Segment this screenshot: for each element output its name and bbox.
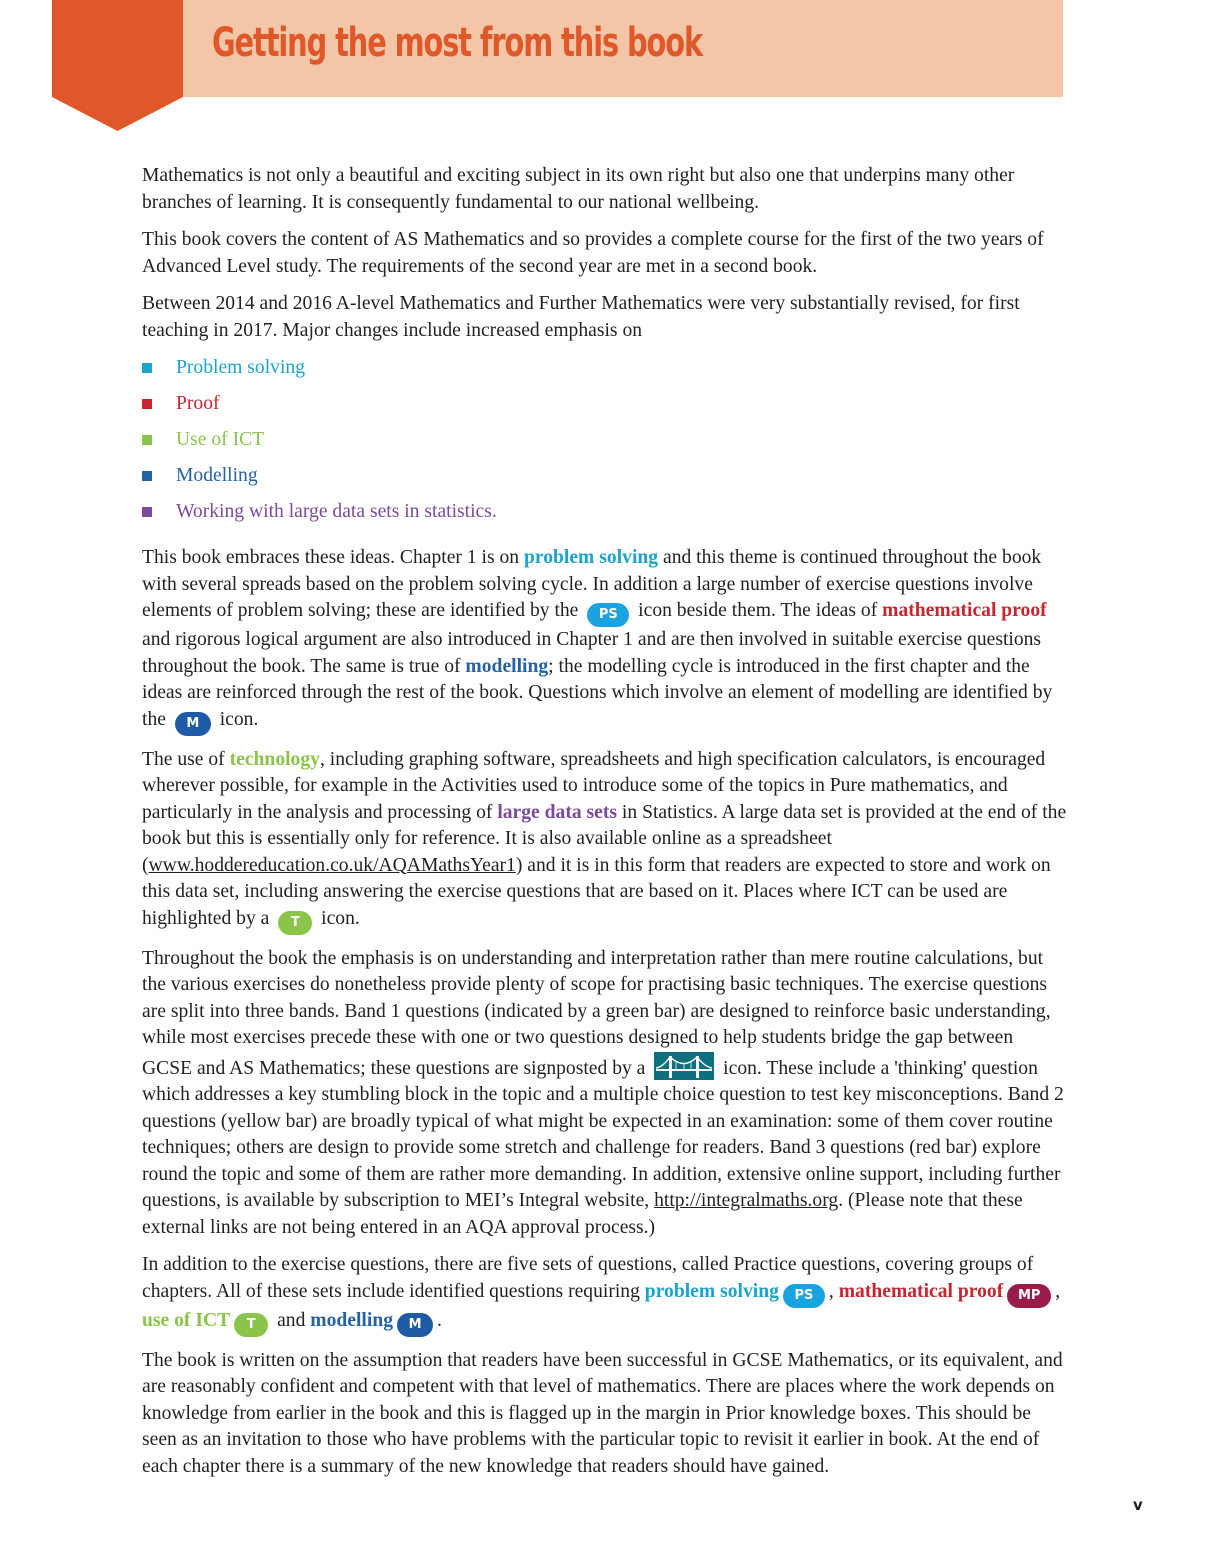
text-run: icon beside them. The ideas of <box>633 600 883 621</box>
list-item-label: Proof <box>176 393 220 414</box>
keyword-modelling: modelling <box>465 655 549 677</box>
paragraph-exercises <box>142 946 1068 1242</box>
paragraph-ideas <box>142 545 1068 736</box>
keyword-large-data-sets: large data sets <box>497 801 618 823</box>
mathematical-proof-icon: MP <box>1007 1284 1051 1308</box>
list-item <box>142 463 1068 499</box>
themes-list <box>142 355 1068 535</box>
body-content <box>142 163 1068 1491</box>
list-item <box>142 499 1068 535</box>
text-run: In addition to the exercise questions, there are five sets of questions, called Practice questions, covering groups of chapters. All of these sets include identified questions requiring <box>142 1254 1034 1302</box>
text-run: and rigorous logical argument are also introduced in Chapter 1 and are then involved in suitable exercise questions throughout the book. The same is true of <box>142 629 1042 677</box>
bridge-icon <box>654 1052 714 1080</box>
text-run: ; the modelling cycle is introduced in the first chapter and the ideas are reinforced through the rest of the book. Questions which involve an element of modelling are identified by the <box>142 655 1053 730</box>
bullet-square-icon <box>142 399 152 409</box>
modelling-icon: M <box>175 712 211 736</box>
list-item-label: Problem solving <box>176 357 305 378</box>
text-run: and this theme is continued throughout the book with several spreads based on the problem solving cycle. In addition a large number of exercise questions involve elements of problem solving; these are identified by the <box>142 547 1042 621</box>
bullet-square-icon <box>142 471 152 481</box>
text-run: , <box>1055 1280 1061 1302</box>
page-number: v <box>1133 1496 1143 1514</box>
list-item <box>142 355 1068 391</box>
paragraph-technology <box>142 747 1068 935</box>
text-run: and <box>272 1309 311 1331</box>
integral-maths-link[interactable]: http://integralmaths.org <box>654 1190 839 1211</box>
paragraph-practice <box>142 1252 1068 1337</box>
keyword-technology: technology <box>229 748 320 770</box>
text-run: icon. These include a 'thinking' question which addresses a key stumbling block in the topic and a multiple choice question to test key misconceptions. Band 2 questions (yellow bar) are broadly typical of what might be expected in an examination: some of them cover routine techniques; others are design to provide some stretch and challenge for readers. Band 3 questions (red bar) explore round the topic and some of them are rather more demanding. In addition, extensive online support, including further questions, is available by subscription to MEI’s Integral website, <box>142 1057 1064 1211</box>
list-item <box>142 391 1068 427</box>
bullet-square-icon <box>142 363 152 373</box>
paragraph-changes: Between 2014 and 2016 A-level Mathematics and Further Mathematics were very substantially revised, for first teaching in 2017. Major changes include increased emphasis on <box>142 293 1020 341</box>
text-run: , including graphing software, spreadsheets and high specification calculators, is encouraged wherever possible, for example in the Activities used to introduce some of the topics in Pure mathematics, and particularly in the analysis and processing of <box>142 748 1046 823</box>
header-tab <box>52 0 183 131</box>
bullet-square-icon <box>142 507 152 517</box>
text-run: icon. <box>316 907 360 929</box>
text-run: . (Please note that these external links are not being entered in an AQA approval process.) <box>142 1190 1023 1238</box>
modelling-icon: M <box>397 1313 433 1337</box>
text-run: in Statistics. A large data set is provided at the end of the book but this is essentially only for reference. It is also available online as a spreadsheet ( <box>142 801 1067 876</box>
keyword-mathematical-proof: mathematical proof <box>838 1280 1004 1302</box>
list-item-label: Use of ICT <box>176 429 265 450</box>
text-run: icon. <box>214 708 259 730</box>
keyword-use-of-ict: use of ICT <box>142 1309 231 1331</box>
keyword-problem-solving: problem solving <box>644 1280 779 1302</box>
text-run: . <box>437 1309 442 1331</box>
problem-solving-icon: PS <box>783 1284 825 1308</box>
text-run: This book embraces these ideas. Chapter 1 is on <box>142 547 524 568</box>
list-item-label: Working with large data sets in statistics. <box>176 501 497 522</box>
text-run: The use of <box>142 748 230 770</box>
technology-icon: T <box>234 1313 268 1337</box>
keyword-mathematical-proof: mathematical proof <box>882 600 1047 621</box>
text-run: , <box>828 1280 839 1302</box>
text-run: ) and it is in this form that readers are expected to store and work on this data set, including answering the exercise questions that are based on it. Places where ICT can be used are highlighted by a <box>142 854 1051 929</box>
bullet-square-icon <box>142 435 152 445</box>
text-run: Throughout the book the emphasis is on understanding and interpretation rather than mere routine calculations, but the various exercises do nonetheless provide plenty of scope for practising basic techniques. The exercise questions are split into three bands. Band 1 questions (indicated by a green bar) are designed to reinforce basic understanding, while most exercises precede these with one or two questions designed to help students bridge the gap between GCSE and AS Mathematics; these questions are signposted by a <box>142 947 1051 1079</box>
paragraph-assumptions: The book is written on the assumption that readers have been successful in GCSE Mathematics, or its equivalent, and are reasonably confident and competent with that level of mathematics. There are places where the work depends on knowledge from earlier in the book and this is flagged up in the margin in Prior knowledge boxes. This should be seen as an invitation to those who have problems with the particular topic to revisit it earlier in book. At the end of each chapter there is a summary of the new knowledge that readers should have gained. <box>142 1349 1063 1477</box>
paragraph-intro: Mathematics is not only a beautiful and exciting subject in its own right but also one that underpins many other branches of learning. It is consequently fundamental to our national wellbeing. <box>142 165 1015 213</box>
list-item <box>142 427 1068 463</box>
list-item-label: Modelling <box>176 465 258 486</box>
keyword-modelling: modelling <box>310 1309 394 1331</box>
page-title: Getting the most from this book <box>212 20 703 66</box>
problem-solving-icon: PS <box>587 603 629 627</box>
hodder-education-link[interactable]: www.hoddereducation.co.uk/AQAMathsYear1 <box>148 854 516 876</box>
paragraph-coverage: This book covers the content of AS Mathematics and so provides a complete course for the first of the two years of Advanced Level study. The requirements of the second year are met in a second book. <box>142 229 1044 277</box>
technology-icon: T <box>278 911 312 935</box>
keyword-problem-solving: problem solving <box>523 547 659 568</box>
